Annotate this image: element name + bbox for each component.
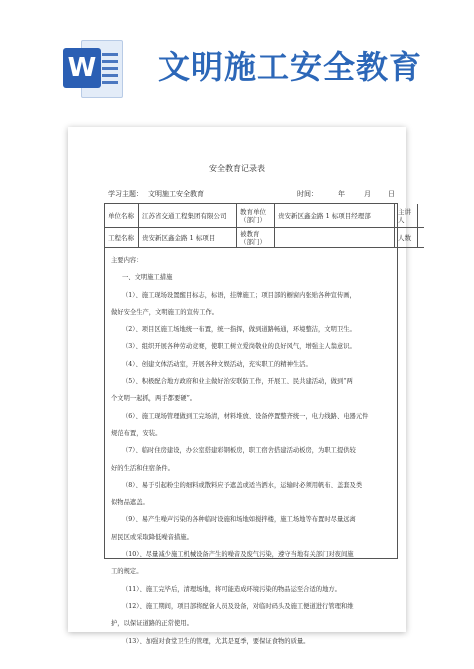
content-line: （13）、加强对食堂卫生的管理，尤其是夏季，要保证食物的质量。 [122, 637, 310, 645]
banner-title: 文明施工安全教育 [158, 48, 423, 86]
content-line: （2）、项目区施工场地统一布置，统一指挥，做到道路畅通，环境整洁，文明卫生。 [122, 326, 356, 334]
content-line: 护，以保证道路的正常使用。 [111, 620, 193, 628]
lecturer-label: 主讲人 [395, 204, 418, 228]
content-line: 做好安全生产，文明施工的宣传工作。 [111, 308, 219, 316]
year-label: 年 [338, 190, 345, 198]
content-line: 个文明一起抓，两手都要硬”。 [111, 395, 197, 403]
project-label: 工程名称 [105, 228, 139, 248]
trainee-value [275, 228, 395, 248]
topic-value: 文明施工安全教育 [148, 190, 204, 198]
edu-unit-label: 教育单位（部门） [237, 204, 275, 228]
unit-label: 单位名称 [105, 204, 139, 228]
main-content [105, 248, 397, 645]
content-line: （12）、施工期间，项目部将配备人员及设备，对临时码头及施工便道进行管理和维 [122, 602, 354, 610]
content-line: 居民区或采取降低噪音措施。 [111, 533, 193, 541]
count-value [418, 228, 424, 248]
content-line: （9）、易产生噪声污染的各种临时设施和场地如搅拌楼，施工场地等布置时尽量远离 [122, 516, 356, 524]
content-line: 规范布置，安装。 [111, 429, 162, 437]
day-label: 日 [388, 190, 395, 198]
record-form [104, 203, 411, 645]
trainee-label: 被教育（部门） [237, 228, 275, 248]
lecturer-value [418, 204, 424, 228]
count-label: 人数 [395, 228, 418, 248]
section-heading: 一、文明施工措施 [122, 274, 173, 282]
unit-value: 江苏省交通工程集团有限公司 [139, 204, 237, 228]
topic-label: 学习主题： [108, 190, 143, 198]
content-line: （1）、施工现场设置醒目标志，标语，挂牌施工；项目部的橱窗内张贴各种宣传画， [122, 291, 356, 299]
content-line: （6）、施工现场管理做到工完场清，材料堆放、设备停置整齐统一，电力线路、电器元件 [122, 412, 369, 420]
form-row-project [105, 228, 411, 248]
project-value: 贵安新区鑫金路 1 标项目 [139, 228, 237, 248]
document-page [68, 127, 411, 645]
content-line: （8）、易于引起粉尘的细料或散料应予遮盖或适当洒水，运输时必须用帆布、盖套及类 [122, 481, 363, 489]
edu-unit-value: 贵安新区鑫金路 1 标项目经理部 [275, 204, 395, 228]
content-line: （7）、临时住房建设，办公室搭建彩钢板房，职工宿舍搭建活动板房，为职工提供较 [122, 447, 356, 455]
content-line: 似物品遮盖。 [111, 499, 149, 507]
content-line: （11）、施工完毕后，清理场地，将可能造成环境污染的物品运至合适的地方。 [122, 585, 341, 593]
month-label: 月 [364, 190, 371, 198]
content-heading: 主要内容： [111, 257, 143, 264]
content-line: （5）、积极配合地方政府和业主做好治安联防工作，开展工、民共建活动，做到“两 [122, 378, 353, 386]
content-line: （4）、创建文体活动室，开展各种文娱活动，充实职工的精神生活。 [122, 360, 312, 368]
content-line: （3）、组织开展各种劳动竞赛，使职工树立爱岗敬业的良好风气，增强主人翁意识。 [122, 343, 356, 351]
word-document-icon [63, 38, 125, 100]
time-label: 时间： [297, 190, 318, 198]
banner [0, 0, 474, 112]
content-line: （10）、尽量减少施工机械设备产生的噪音及废气污染，遵守当地有关部门对夜间施 [122, 551, 354, 559]
word-logo-letter: W [63, 48, 101, 88]
content-line: 好的生活和住宿条件。 [111, 464, 174, 472]
sheet-title: 安全教育记录表 [209, 164, 265, 173]
content-line: 工的规定。 [111, 568, 143, 576]
content-lines [111, 287, 392, 650]
form-row-unit [105, 204, 411, 228]
